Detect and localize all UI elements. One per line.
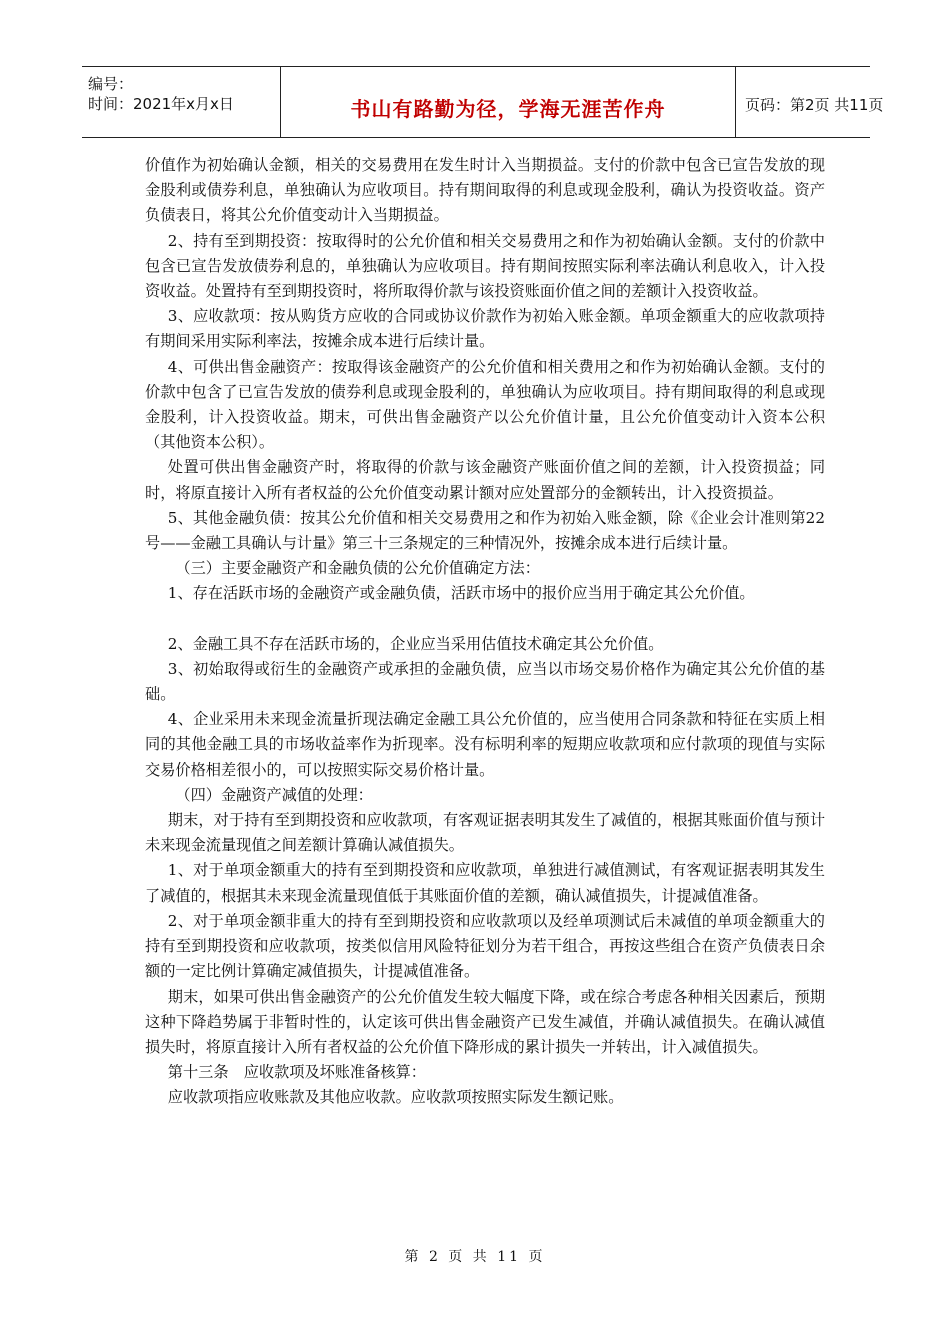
page-footer: 第 2 页 共 11 页 <box>404 1249 546 1265</box>
section-heading-fair-value-methods: （三）主要金融资产和金融负债的公允价值确定方法： <box>175 559 540 578</box>
paragraph-held-to-maturity: 2、持有至到期投资：按取得时的公允价值和相关交易费用之和作为初始确认金额。支付的价款中包含已宣告发放债券利息的，单独确认为应收项目。持有期间按照实际利率法确认利息收入，计入投资收益。处置持有至到期投资时，将所取得价款与该投资账面价值之间的差额计入投资收益。 <box>145 231 825 301</box>
paragraph-other-liabilities: 5、其他金融负债：按其公允价值和相关交易费用之和作为初始入账金额，除《企业会计准则第22号——金融工具确认与计量》第三十三条规定的三种情况外，按摊余成本进行后续计量。 <box>145 508 825 553</box>
article-13-heading: 第十三条 应收款项及坏账准备核算： <box>167 1063 426 1082</box>
document-number-label: 编号： <box>88 75 134 93</box>
paragraph-receivables: 3、应收款项：按从购货方应收的合同或协议价款作为初始入账金额。单项金额重大的应收款项持有期间采用实际利率法，按摊余成本进行后续计量。 <box>145 307 825 351</box>
header-page-number: 页码：第2页 共11页 <box>745 96 884 114</box>
paragraph-available-for-sale: 4、可供出售金融资产：按取得该金融资产的公允价值和相关费用之和作为初始确认金额。支付的价款中包含了已宣告发放的债券利息或现金股利的，单独确认为应收项目。持有期间取得的利息或现金股利，计入投资收益。期末，可供出售金融资产以公允价值计量，且公允价值变动计入资本公积（其他资本公积）。 <box>145 357 825 452</box>
paragraph-no-active-market: 2、金融工具不存在活跃市场的，企业应当采用估值技术确定其公允价值。 <box>167 634 664 653</box>
document-body <box>145 153 825 1111</box>
header-motto-cell <box>280 67 736 137</box>
section-heading-impairment: （四）金融资产减值的处理： <box>175 785 373 804</box>
paragraph-fair-value-continued: 价值作为初始确认金额，相关的交易费用在发生时计入当期损益。支付的价款中包含已宣告发放的现金股利或债券利息，单独确认为应收项目。持有期间取得的利息或现金股利，确认为投资收益。资产负债表日，将其公允价值变动计入当期损益。 <box>145 156 825 225</box>
paragraph-afs-disposal: 处置可供出售金融资产时，将取得的价款与该金融资产账面价值之间的差额，计入投资损益；同时，将原直接计入所有者权益的公允价值变动累计额对应处置部分的金额转出，计入投资损益。 <box>145 458 825 502</box>
paragraph-initial-acquisition: 3、初始取得或衍生的金融资产或承担的金融负债，应当以市场交易价格作为确定其公允价值的基础。 <box>145 659 825 704</box>
paragraph-active-market: 1、存在活跃市场的金融资产或金融负债，活跃市场中的报价应当用于确定其公允价值。 <box>167 584 755 603</box>
paragraph-impairment-significant: 1、对于单项金额重大的持有至到期投资和应收款项，单独进行减值测试，有客观证据表明其发生了减值的，根据其未来现金流量现值低于其账面价值的差额，确认减值损失，计提减值准备。 <box>145 861 825 905</box>
paragraph-receivables-definition: 应收款项指应收账款及其他应收款。应收款项按照实际发生额记账。 <box>167 1088 624 1107</box>
paragraph-afs-impairment: 期末，如果可供出售金融资产的公允价值发生较大幅度下降，或在综合考虑各种相关因素后，预期这种下降趋势属于非暂时性的，认定该可供出售金融资产已发生减值，并确认减值损失。在确认减值损失时，将原直接计入所有者权益的公允价值下降形成的累计损失一并转出，计入减值损失。 <box>145 987 825 1056</box>
paragraph-impairment-non-significant: 2、对于单项金额非重大的持有至到期投资和应收款项以及经单项测试后未减值的单项金额重大的持有至到期投资和应收款项，按类似信用风险特征划分为若干组合，再按这些组合在资产负债表日余额的一定比例计算确定减值损失，计提减值准备。 <box>145 911 825 981</box>
document-time-label: 时间：2021年x月x日 <box>88 95 234 113</box>
paragraph-impairment-period-end: 期末，对于持有至到期投资和应收款项，有客观证据表明其发生了减值的，根据其账面价值与预计未来现金流量现值之间差额计算确认减值损失。 <box>145 811 825 855</box>
header-right-cell <box>735 67 884 137</box>
page-header <box>82 66 884 138</box>
header-left-cell <box>82 67 280 137</box>
paragraph-discounted-cash-flow: 4、企业采用未来现金流量折现法确定金融工具公允价值的，应当使用合同条款和特征在实质上相同的其他金融工具的市场收益率作为折现率。没有标明利率的短期应收款项和应付款项的现值与实际交易价格相差很小的，可以按照实际交易价格计量。 <box>145 710 825 779</box>
header-motto: 书山有路勤为径，学海无涯苦作舟 <box>350 97 666 121</box>
